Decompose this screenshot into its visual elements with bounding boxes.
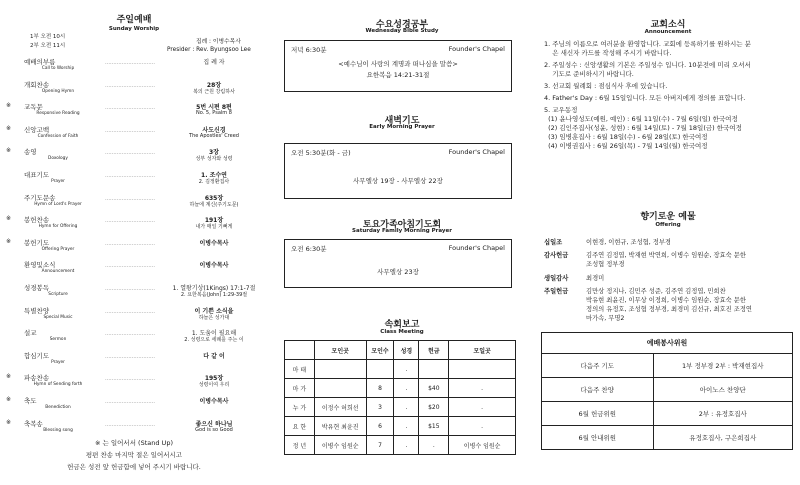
stand-marker: ※ [6,124,12,132]
attendance-cell: 7 [366,436,394,455]
worship-subtitle: Sunday Worship [108,26,160,32]
order-item-en: Call to Worship [41,66,75,71]
attendance-cell: . [449,417,516,436]
order-item-subdetail: 하늘은 성가대 [198,314,230,321]
order-item-ko: 설교 [24,329,37,338]
offering-names: 이현경, 이현규, 조성협, 정부경 [586,239,672,246]
news-subtitle: Announcement [644,29,692,35]
attendance-cell: . [394,360,419,379]
order-item-ko: 합심기도 [24,351,50,360]
wednesday-box [284,40,512,92]
order-item [0,125,268,143]
attendance-subtitle: Class Meeting [380,329,424,335]
table-row [285,436,516,455]
attendance-cell [449,360,516,379]
order-item-detail: 이병수목사 [199,398,229,405]
attendance-table [284,340,516,455]
leader-dots: ………………………… [105,376,155,383]
worship-title: 주일예배 [116,15,152,25]
order-item-ko: 봉헌찬송 [24,216,50,225]
wednesday-topic: <예수님이 사랑의 계명과 떠나심을 말씀> [338,60,458,68]
saturday-box [284,239,512,288]
order-item-detail: 집 례 자 [203,59,225,66]
volunteer-role: 6월 안내위원 [542,426,654,450]
table-row [542,378,793,402]
offering-label: 감사헌금 [544,252,569,259]
order-item [0,170,268,188]
attendance-cell: 박유현 최윤진 [314,417,366,436]
order-item-en: Announcement [41,269,75,275]
order-item-detail: 이 기쁜 소식을 [194,307,234,315]
presider-en: Presider : Rev. Byungsoo Lee [167,47,251,53]
announcement-item: 1. 주님의 이름으로 여러분을 환영합니다. 교회에 등록하기를 원하시는 분 [544,40,751,48]
offering-names: 박유현 최윤진, 이무상 이정희, 이병수 임원순, 장효숙 문한 [586,297,746,304]
wednesday-subtitle: Wednesday Bible Study [365,28,439,34]
leader-dots: ………………………… [105,173,155,179]
order-item-en: Benediction [45,405,71,410]
order-item-en: Prayer [51,179,65,184]
order-item-ko: 신앙고백 [24,125,50,134]
wednesday-place: Founder's Chapel [448,45,505,53]
attendance-header: 모일곳 [449,341,516,360]
saturday-subtitle: Saturday Family Morning Prayer [352,228,452,234]
order-item-subdetail: No. 5, Psalm 8 [196,110,232,117]
order-item-ko: 주기도문송 [24,193,56,202]
order-item-en: Blessing song [43,427,73,433]
wednesday-title: 수요성경공부 [375,20,429,30]
leader-dots: ………………………… [105,60,155,66]
table-row [285,379,516,398]
order-item-detail: 1. 열왕기상(1Kings) 17:1-7절 [172,285,256,292]
order-item [0,419,268,437]
order-item-ko: 예배의부름 [24,58,56,66]
order-item-subdetail: 하늘에 계신(주기도문) [189,201,239,208]
order-item [0,396,268,414]
table-row [542,354,793,378]
order-item-subdetail: 내가 매일 기뻐게 [195,224,233,231]
order-item-en: Sermon [49,337,67,343]
order-item-en: Hymn of Sending forth [33,382,83,388]
offering-label: 생일감사 [544,275,569,282]
announcement-item: (2) 김인주집사(성윤, 성현) : 6월 14일(토) - 7월 18일(금) 한국여정 [544,124,742,132]
announcement-item: (4) 이병권집사 : 6월 26일(목) - 7월 14일(월) 한국여정 [544,142,708,150]
attendance-cell: . [394,436,419,455]
order-item-detail: 사도신경 [202,126,226,134]
offering-label: 십일조 [544,239,563,246]
order-item [0,283,268,301]
attendance-cell: 이병수 임원순 [449,436,516,455]
news-column [536,0,800,485]
attendance-cell [314,360,366,379]
volunteer-role: 다음주 찬양 [542,378,654,402]
leader-dots: ………………………… [105,82,155,89]
attendance-header: 성경 [394,341,419,360]
leader-dots: ………………………… [105,353,155,360]
order-item-subdetail: 성령이여 우리 [198,382,230,389]
order-item-detail: 다 같 이 [203,352,225,360]
order-item-detail: 1. 도움이 필요해 [191,330,237,338]
announcement-item: 5. 교우동정 [544,106,578,114]
order-item-detail: 이병수목사 [199,262,229,270]
order-item [0,351,268,369]
order-item-detail: 635장 [204,194,224,202]
order-item-subdetail: 2. 김정환집사 [198,179,230,185]
leader-dots: ………………………… [105,218,155,225]
volunteer-role: 6월 헌금위원 [542,402,654,426]
attendance-header [285,341,315,360]
order-item-ko: 송영 [24,148,37,157]
order-item-subdetail: 복의 근원 강림하사 [193,88,235,95]
attendance-cell: 마 가 [285,379,315,398]
volunteer-table [541,332,793,450]
volunteer-names: 2부 : 유정호집사 [653,402,792,426]
leader-dots: ………………………… [105,399,155,405]
dawn-verse: 사무엘상 19장 - 사무엘상 22장 [353,177,443,185]
order-item [0,306,268,324]
attendance-title: 속회보고 [384,320,420,330]
order-item-ko: 파송찬송 [24,374,50,383]
dawn-place: Founder's Chapel [448,148,505,156]
attendance-cell: $20 [419,398,449,417]
offering-title: 향기로운 예물 [640,212,696,222]
offering-label: 주일헌금 [544,288,569,295]
order-item-en: Confession of Faith [37,133,79,139]
stand-marker: ※ [6,237,12,245]
attendance-cell: 이병수 임원순 [314,436,366,455]
order-item-subdetail: The Apostles' Creed [189,132,239,139]
leader-dots: ………………………… [105,150,155,157]
order-item-subdetail: 2. 성령으로 세례를 주는 이 [184,337,244,344]
order-item [0,193,268,211]
order-item-en: Opening Hymn [41,88,75,94]
order-item-ko: 축도 [24,397,37,405]
table-row [542,426,793,450]
order-item-ko: 개회찬송 [24,80,50,89]
order-item-detail: 28장 [206,81,222,89]
offering-names: 김만상 정지나, 김민주 성준, 김주연 김정엽, 민희찬 [586,288,726,295]
offering-names: 김주연 김정엽, 박재현 박연희, 이병수 임원순, 장효숙 문한 [586,252,746,259]
volunteer-title: 예배봉사위원 [542,333,793,354]
order-item-detail: 이병수목사 [199,239,229,247]
leader-dots: ………………………… [105,195,155,202]
attendance-cell: . [394,379,419,398]
order-item-ko: 성경봉독 [24,284,50,292]
stand-marker: ※ [6,373,12,381]
order-item-en: Prayer [51,359,65,365]
leader-dots: ………………………… [105,286,155,292]
sunday-worship-column [0,0,268,485]
leader-dots: ………………………… [105,105,155,112]
announcement-item: 3. 선교회 월례회 : 점심식사 후에 있습니다. [544,82,668,90]
attendance-header: 모인수 [366,341,394,360]
order-item-detail: 좋으신 하나님 [195,420,233,428]
offering-subtitle: Offering [655,222,681,228]
attendance-cell: 3 [366,398,394,417]
attendance-cell: . [449,379,516,398]
attendance-cell [314,379,366,398]
offering-names: 정의의 유정호, 조성협 정부경, 최경미 김선규, 최호진 조정연 [586,306,753,313]
saturday-title: 토요가족아침기도회 [362,220,442,230]
order-item-detail: 191장 [204,217,224,225]
attendance-cell: 마 태 [285,360,315,379]
stand-up-note: ※ 는 일어서서 (Stand Up) [95,439,173,447]
service-time-1: 1부 오전 10시 [30,34,66,40]
attendance-cell: 정 년 [285,436,315,455]
order-item-ko: 대표기도 [24,171,50,179]
order-item-ko: 특별찬양 [24,306,50,315]
attendance-cell: 8 [366,379,394,398]
presider-ko: 집례 : 이병수목사 [196,39,241,45]
volunteer-role: 다음주 기도 [542,354,654,378]
hymn-note: 평편 찬송 마지막 절은 일어서시고 [85,451,183,459]
stand-marker: ※ [6,102,12,110]
leader-dots: ………………………… [105,421,155,428]
stand-marker: ※ [6,396,12,403]
wednesday-time: 저녁 6:30분 [291,46,327,54]
leader-dots: ………………………… [105,240,155,247]
order-item-ko: 봉헌기도 [24,238,50,247]
announcement-item: (1) 윤나영성도(예원, 예인) : 6월 11일(수) - 7월 6일(일) 한국여정 [544,115,738,123]
saturday-verse: 사무엘상 23장 [377,268,419,276]
table-row [285,398,516,417]
dawn-box [284,143,512,199]
leader-dots: ………………………… [105,263,155,270]
order-item-en: Hymn for Offering [38,224,78,230]
attendance-cell: . [419,436,449,455]
leader-dots: ………………………… [105,127,155,134]
attendance-cell: 요 한 [285,417,315,436]
attendance-cell [419,360,449,379]
order-item [0,328,268,346]
offering-names: 마가속, 무명2 [586,315,625,322]
order-item [0,57,268,75]
stand-marker: ※ [6,147,12,155]
order-item-subdetail: 성부 성자와 성령 [195,156,233,163]
attendance-cell: . [394,398,419,417]
table-row [285,417,516,436]
stand-marker: ※ [6,215,12,223]
volunteer-names: 아이노스 찬양단 [653,378,792,402]
leader-dots: ………………………… [105,331,155,338]
offering-names: 최경미 [586,275,605,282]
leader-dots: ………………………… [105,308,155,315]
order-item-ko: 축복송 [24,419,43,428]
order-item [0,260,268,278]
announcement-item: 은 새신자 카드를 작성해 주시기 바랍니다. [544,49,672,57]
order-item [0,102,268,120]
news-title: 교회소식 [650,20,686,30]
order-item-en: Doxology [48,156,68,162]
table-row [542,402,793,426]
dawn-title: 새벽기도 [384,116,420,126]
attendance-header: 모인곳 [314,341,366,360]
order-item [0,215,268,233]
meetings-column [276,0,528,485]
announcement-list [544,40,794,151]
order-item-subdetail: 2. 요한복음(John) 1:29-39절 [180,292,248,298]
order-item-en: Offering Prayer [41,246,75,252]
order-item-en: Scripture [48,292,68,297]
attendance-cell: . [394,417,419,436]
order-item-detail: 195장 [204,375,224,383]
order-item-subdetail: God is so Good [195,426,233,433]
order-item [0,80,268,98]
order-item-en: Special Music [43,314,73,320]
dawn-time: 오전 5:30분(화 - 금) [291,149,351,157]
stand-marker: ※ [6,418,12,426]
wednesday-verse: 요한복음 14:21-31절 [366,71,430,79]
order-item-ko: 환영및소식 [24,261,56,270]
attendance-cell: . [449,398,516,417]
offering-note: 헌금은 성전 앞 헌금함에 넣어 주시기 바랍니다. [67,463,201,471]
order-item-ko: 교독문 [24,103,43,112]
saturday-time: 오전 6:30분 [291,245,327,253]
order-item-en: Hymn of Lord's Prayer [34,201,82,207]
order-item-detail: 3장 [209,149,219,157]
order-item [0,238,268,256]
saturday-place: Founder's Chapel [448,244,505,252]
order-item-en: Responsive Reading [36,111,80,117]
attendance-cell: $15 [419,417,449,436]
order-item-detail: 5번 시편 8편 [196,104,232,112]
attendance-header: 헌금 [419,341,449,360]
attendance-cell: 6 [366,417,394,436]
attendance-cell: $40 [419,379,449,398]
order-item [0,373,268,391]
announcement-item: (3) 임병훈집사 : 6월 18일(수) - 6월 28일(토) 한국여정 [544,133,708,141]
table-row [285,360,516,379]
dawn-subtitle: Early Morning Prayer [369,124,435,130]
volunteer-names: 1부 정부경 2부 : 박재현집사 [653,354,792,378]
attendance-cell: 누 가 [285,398,315,417]
offering-names: 조성협 정부경 [586,261,625,268]
announcement-item: 4. Father's Day : 6월 15일입니다. 모든 아버지에게 경의를 표합니다. [544,94,746,102]
announcement-item: 2. 주일성수 : 신앙생활의 기본은 주일성수 입니다. 10분전에 미리 오셔서 [544,61,751,69]
attendance-cell: 이정수 허희선 [314,398,366,417]
announcement-item: 기도로 준비하시기 바랍니다. [544,70,634,78]
order-item-detail: 1. 조수연 [201,172,227,179]
order-item [0,147,268,165]
attendance-cell [366,360,394,379]
volunteer-names: 유정호집사, 구은희집사 [653,426,792,450]
service-time-2: 2부 오전 11시 [30,43,66,49]
